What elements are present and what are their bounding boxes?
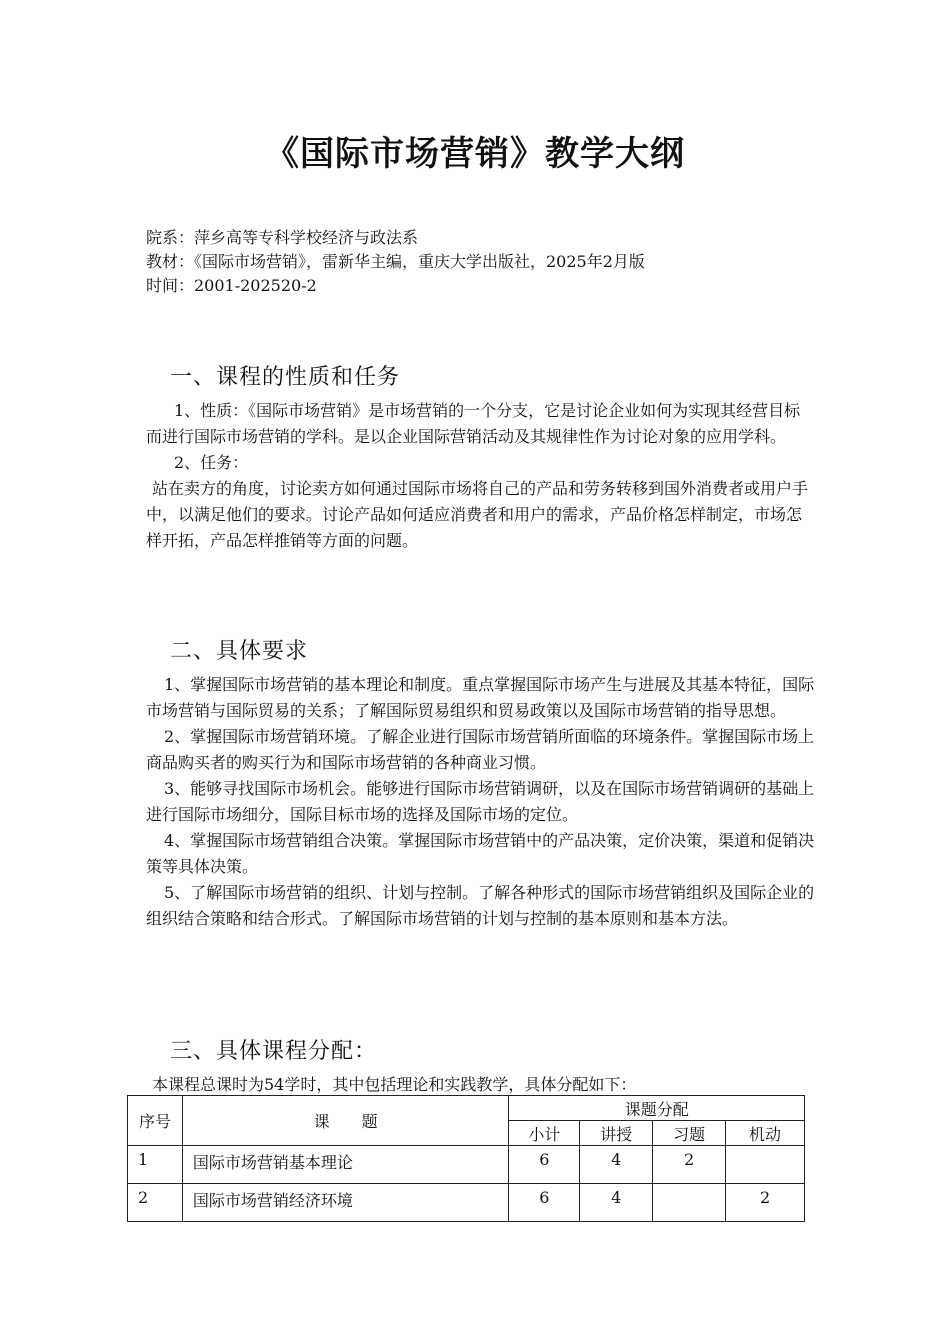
header-allocation: 课题分配 (509, 1096, 805, 1121)
section1-body (146, 398, 812, 554)
section2-heading: 二、具体要求 (170, 639, 309, 664)
cell-topic: 国际市场营销经济环境 (182, 1184, 508, 1222)
requirement-item: 1、掌握国际市场营销的基本理论和制度。重点掌握国际市场产生与进展及其基本特征，国际市场营销与国际贸易的关系；了解国际贸易组织和贸易政策以及国际市场营销的指导思想。 (146, 675, 815, 720)
requirement-item: 2、掌握国际市场营销环境。了解企业进行国际市场营销所面临的环境条件。掌握国际市场上商品购买者的购买行为和国际市场营销的各种商业习惯。 (146, 727, 815, 772)
section3-heading: 三、具体课程分配： (170, 1039, 378, 1064)
cell-exercise: 2 (653, 1146, 726, 1184)
requirement-item: 5、了解国际市场营销的组织、计划与控制。了解各种形式的国际市场营销组织及国际企业的组织结合策略和结合形式。了解国际市场营销的计划与控制的基本原则和基本方法。 (146, 883, 815, 928)
header-subtotal: 小计 (509, 1121, 580, 1146)
table-row (128, 1184, 805, 1222)
header-lecture: 讲授 (580, 1121, 653, 1146)
header-topic: 课 题 (182, 1096, 508, 1146)
cell-subtotal: 6 (509, 1146, 580, 1184)
header-exercise: 习题 (653, 1121, 726, 1146)
table-header-row (128, 1096, 805, 1121)
meta-department: 院系：萍乡高等专科学校经济与政法系 (146, 228, 419, 247)
section2-body (146, 672, 816, 932)
course-distribution-table (127, 1095, 805, 1222)
cell-flex: 2 (726, 1184, 805, 1222)
cell-exercise (653, 1184, 726, 1222)
document-title: 《国际市场营销》教学大纲 (265, 134, 685, 174)
requirement-item: 4、掌握国际市场营销组合决策。掌握国际市场营销中的产品决策，定价决策，渠道和促销决策等具体决策。 (146, 831, 815, 876)
table-row (128, 1146, 805, 1184)
meta-time: 时间：2001-202520-2 (146, 276, 317, 295)
section1-heading: 一、课程的性质和任务 (170, 365, 401, 390)
cell-subtotal: 6 (509, 1184, 580, 1222)
cell-lecture: 4 (580, 1184, 653, 1222)
section1-nature: 1、性质：《国际市场营销》是市场营销的一个分支，它是讨论企业如何为实现其经营目标而进行国际市场营销的学科。是以企业国际营销活动及其规律性作为讨论对象的应用学科。 (146, 401, 801, 446)
header-flex: 机动 (726, 1121, 805, 1146)
cell-no: 2 (128, 1184, 183, 1222)
requirement-item: 3、能够寻找国际市场机会。能够进行国际市场营销调研，以及在国际市场营销调研的基础上进行国际市场细分，国际目标市场的选择及国际市场的定位。 (146, 779, 815, 824)
section1-task: 站在卖方的角度，讨论卖方如何通过国际市场将自己的产品和劳务转移到国外消费者或用户手中，以满足他们的要求。讨论产品如何适应消费者和用户的需求，产品价格怎样制定，市场怎样开拓，产品怎样推销等方面的问题。 (146, 479, 809, 550)
cell-lecture: 4 (580, 1146, 653, 1184)
cell-topic: 国际市场营销基本理论 (182, 1146, 508, 1184)
document-meta (146, 226, 645, 298)
header-no: 序号 (128, 1096, 183, 1146)
section1-task-label: 2、任务： (174, 453, 249, 472)
section3-intro: 本课程总课时为54学时，其中包括理论和实践教学，具体分配如下： (152, 1075, 637, 1094)
meta-textbook: 教材：《国际市场营销》，雷新华主编，重庆大学出版社，2025年2月版 (146, 252, 645, 271)
cell-no: 1 (128, 1146, 183, 1184)
cell-flex (726, 1146, 805, 1184)
